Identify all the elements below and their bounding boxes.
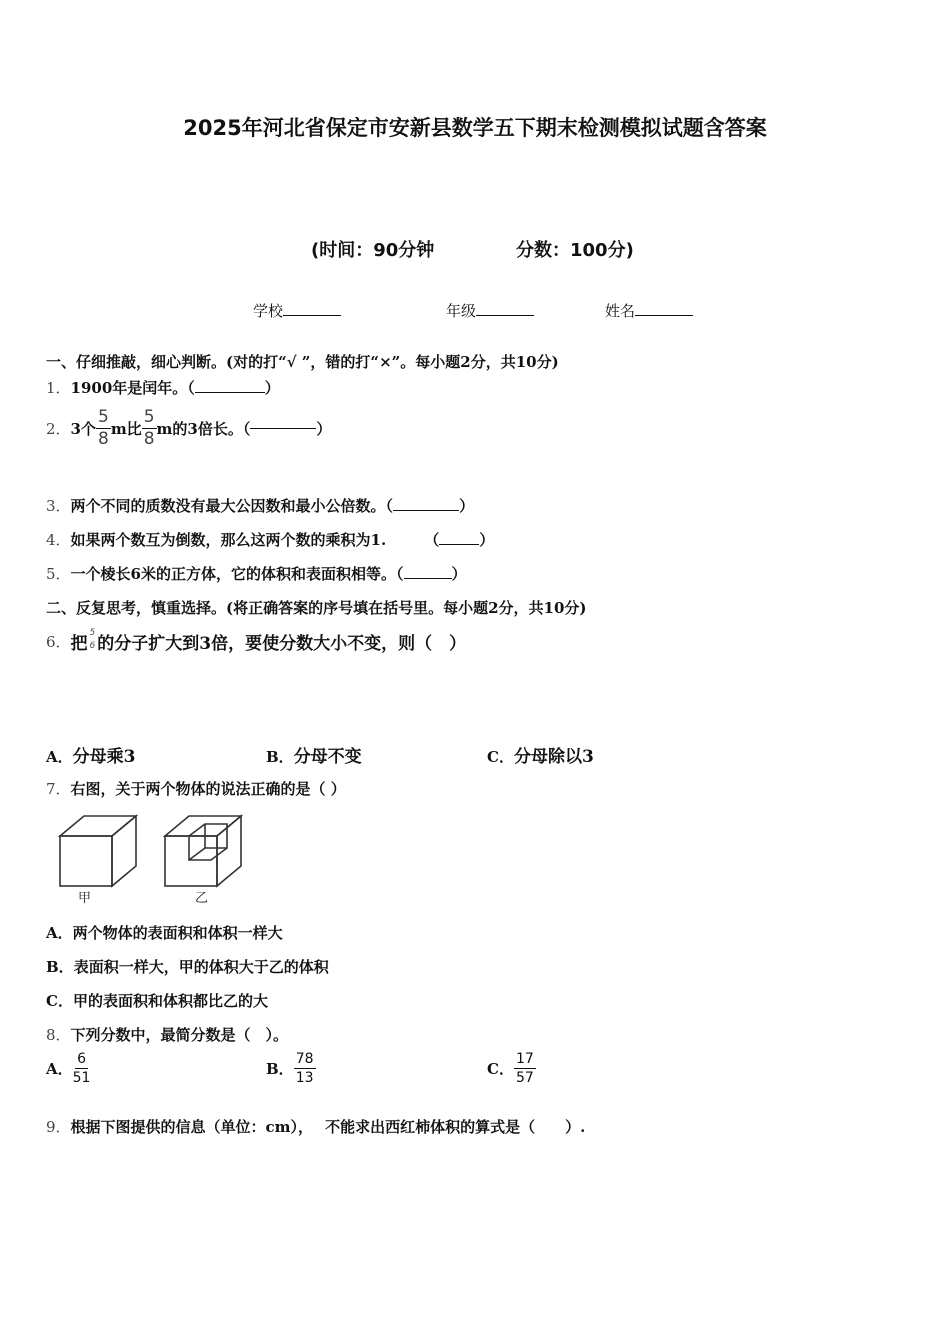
q6-option-c[interactable] bbox=[487, 742, 594, 767]
question-text-pre: 3个 bbox=[70, 420, 96, 438]
option-text: 分母乘3 bbox=[72, 747, 136, 767]
paren-close: ） bbox=[264, 379, 280, 397]
question-text: 两个不同的质数没有最大公因数和最小公倍数。（ bbox=[70, 497, 394, 515]
option-label: A． bbox=[46, 924, 73, 942]
option-text: 分母不变 bbox=[293, 747, 362, 767]
answer-blank[interactable] bbox=[393, 510, 459, 511]
option-label: A． bbox=[46, 1060, 73, 1078]
fraction-denominator: 57 bbox=[515, 1070, 534, 1086]
school-blank[interactable] bbox=[283, 301, 341, 316]
option-label: C． bbox=[487, 748, 514, 766]
fraction-numerator: 78 bbox=[295, 1051, 314, 1067]
option-text: 表面积一样大，甲的体积大于乙的体积 bbox=[73, 958, 329, 976]
answer-blank[interactable] bbox=[195, 392, 265, 393]
option-label: B． bbox=[46, 958, 74, 976]
question-text-post: m的3倍长。（ bbox=[156, 420, 251, 438]
question-number: 9． bbox=[46, 1118, 71, 1136]
grade-label: 年级 bbox=[446, 302, 477, 320]
option-label: A． bbox=[46, 748, 73, 766]
q6-option-a[interactable] bbox=[46, 742, 135, 767]
question-text-post: 的分子扩大到3倍，要使分数大小不变，则（ ） bbox=[97, 634, 467, 654]
question-5 bbox=[46, 563, 467, 584]
paren-close: ） bbox=[479, 531, 495, 549]
exam-score: 分数：100分) bbox=[516, 240, 634, 261]
answer-blank[interactable] bbox=[250, 428, 316, 429]
paren-close: ） bbox=[316, 420, 332, 438]
fraction-denominator: 13 bbox=[295, 1070, 314, 1086]
question-7 bbox=[46, 778, 346, 799]
fraction bbox=[73, 1052, 91, 1085]
option-label: C． bbox=[487, 1060, 514, 1078]
question-number: 8． bbox=[46, 1026, 71, 1044]
question-number: 2． bbox=[46, 420, 71, 438]
grade-field[interactable] bbox=[446, 300, 534, 321]
fraction-numerator: 5 bbox=[143, 407, 155, 427]
question-9 bbox=[46, 1116, 585, 1137]
question-text: 右图，关于两个物体的说法正确的是（ ） bbox=[70, 780, 346, 798]
name-field[interactable] bbox=[605, 300, 693, 321]
section1-heading: 一、仔细推敲，细心判断。(对的打“√ ”，错的打“×”。每小题2分，共10分) bbox=[46, 353, 559, 371]
q6-option-b[interactable] bbox=[266, 742, 362, 767]
question-text-pre: 把 bbox=[70, 634, 88, 654]
question-3 bbox=[46, 495, 474, 516]
question-2 bbox=[46, 409, 331, 448]
option-text: 甲的表面积和体积都比乙的大 bbox=[72, 992, 268, 1010]
option-text: 分母除以3 bbox=[513, 747, 594, 767]
question-number: 7． bbox=[46, 780, 71, 798]
option-label: C． bbox=[46, 992, 73, 1010]
fraction-denominator: 51 bbox=[72, 1070, 91, 1086]
section2-heading: 二、反复思考，慎重选择。(将正确答案的序号填在括号里。每小题2分，共10分) bbox=[46, 599, 587, 617]
fraction-numerator: 17 bbox=[515, 1051, 534, 1067]
answer-blank[interactable] bbox=[439, 544, 479, 545]
q7-option-b[interactable] bbox=[46, 956, 329, 977]
question-8 bbox=[46, 1024, 288, 1045]
option-text: 两个物体的表面积和体积一样大 bbox=[72, 924, 283, 942]
answer-blank[interactable] bbox=[404, 578, 452, 579]
q7-option-a[interactable] bbox=[46, 922, 283, 943]
question-number: 6． bbox=[46, 633, 71, 651]
school-label: 学校 bbox=[253, 302, 284, 320]
fraction-numerator: 5 bbox=[89, 628, 96, 638]
fraction-numerator: 5 bbox=[97, 407, 109, 427]
question-text: 下列分数中，最简分数是（ ）。 bbox=[70, 1026, 289, 1044]
question-text: 一个棱长6米的正方体，它的体积和表面积相等。（ bbox=[70, 565, 404, 583]
fraction-denominator: 6 bbox=[89, 641, 96, 651]
question-6 bbox=[46, 629, 466, 654]
option-label: B． bbox=[266, 748, 294, 766]
q8-option-a[interactable] bbox=[46, 1052, 90, 1085]
question-number: 1． bbox=[46, 379, 71, 397]
question-number: 4． bbox=[46, 531, 71, 549]
fraction bbox=[88, 629, 98, 651]
name-label: 姓名 bbox=[605, 302, 636, 320]
paren-open: （ bbox=[424, 531, 440, 549]
q8-option-b[interactable] bbox=[266, 1052, 316, 1085]
figure-label-jia: 甲 bbox=[78, 891, 92, 906]
option-label: B． bbox=[266, 1060, 294, 1078]
q8-option-c[interactable] bbox=[487, 1052, 536, 1085]
question-1 bbox=[46, 377, 280, 398]
question-text-2: 不能求出西红柿体积的算式是（ ）. bbox=[325, 1118, 586, 1136]
q7-option-c[interactable] bbox=[46, 990, 268, 1011]
question-4 bbox=[46, 529, 494, 550]
fraction bbox=[96, 409, 111, 448]
question-text-mid: m比 bbox=[110, 420, 142, 438]
exam-time: (时间：90分钟 bbox=[311, 240, 435, 261]
fraction bbox=[142, 409, 157, 448]
fraction-denominator: 8 bbox=[143, 429, 155, 449]
figure-label-yi: 乙 bbox=[195, 891, 209, 906]
fraction-denominator: 8 bbox=[97, 429, 109, 449]
question-number: 3． bbox=[46, 497, 71, 515]
grade-blank[interactable] bbox=[476, 301, 534, 316]
paren-close: ） bbox=[459, 497, 475, 515]
fraction-numerator: 6 bbox=[77, 1051, 87, 1067]
fraction bbox=[294, 1052, 316, 1085]
paren-close: ） bbox=[451, 565, 467, 583]
exam-title: 2025年河北省保定市安新县数学五下期末检测模拟试题含答案 bbox=[183, 116, 767, 140]
question-number: 5． bbox=[46, 565, 71, 583]
school-field[interactable] bbox=[253, 300, 341, 321]
fraction bbox=[514, 1052, 536, 1085]
question-text: 1900年是闰年。（ bbox=[70, 379, 195, 397]
question-text: 如果两个数互为倒数，那么这两个数的乘积为1. bbox=[70, 531, 387, 549]
question-text: 根据下图提供的信息（单位：cm）， bbox=[70, 1118, 314, 1136]
name-blank[interactable] bbox=[635, 301, 693, 316]
